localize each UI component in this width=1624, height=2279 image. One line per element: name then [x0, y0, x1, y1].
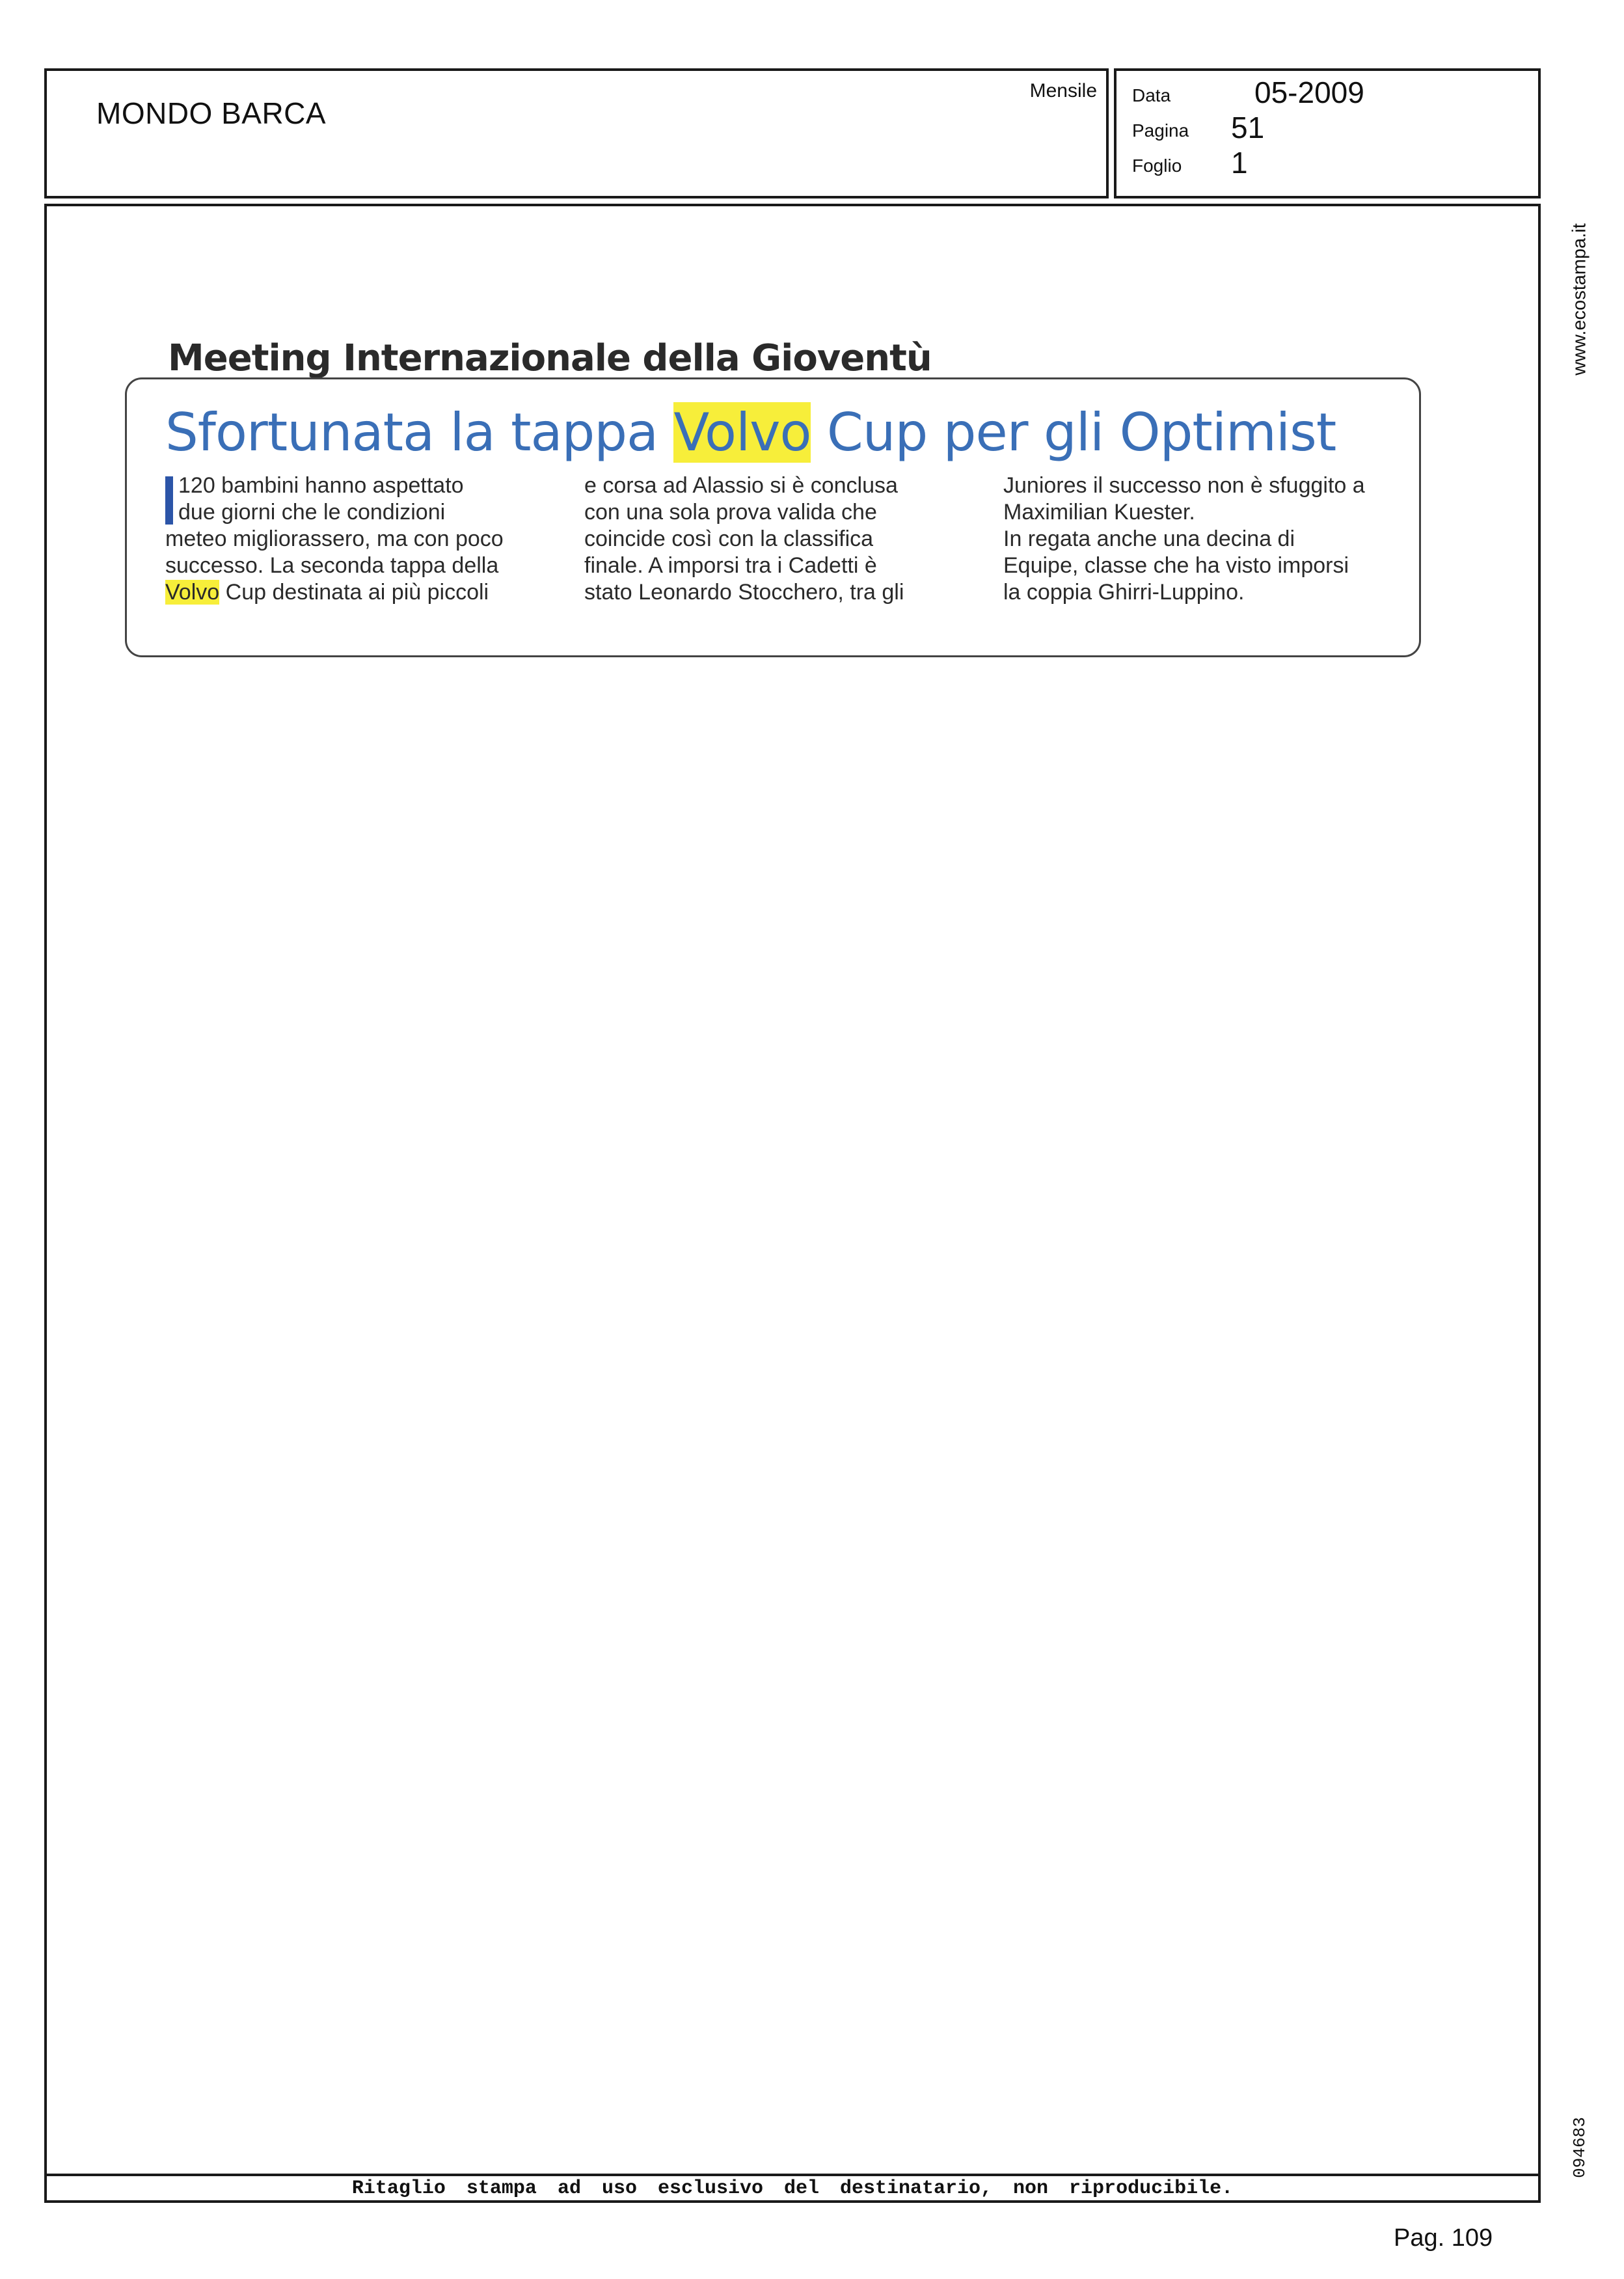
side-url-container	[1541, 215, 1619, 384]
headline-part-2: Cup per gli Optimist	[811, 402, 1336, 463]
foglio-value: 1	[1231, 146, 1248, 180]
data-value: 05-2009	[1254, 75, 1364, 109]
column-line: due giorni che le condizioni	[178, 500, 446, 525]
body-highlight: Volvo	[165, 580, 220, 605]
column-line: finale. A imporsi tra i Cadetti è	[584, 553, 877, 578]
column-line	[165, 579, 530, 606]
publication-name: MONDO BARCA	[96, 96, 327, 130]
column-line: coincide così con la classifica	[584, 526, 874, 551]
article-column-2	[584, 472, 968, 606]
column-line: e corsa ad Alassio si è conclusa	[584, 473, 898, 498]
column-line: In regata anche una decina di	[1003, 526, 1295, 551]
frequency-label: Mensile	[1029, 80, 1097, 102]
column-line: stato Leonardo Stocchero, tra gli	[584, 580, 904, 605]
column-line: Equipe, classe che ha visto imporsi	[1003, 553, 1349, 578]
column-line: meteo migliorassero, ma con poco	[165, 526, 504, 551]
column-line: 120 bambini hanno aspettato	[178, 473, 464, 498]
article-headline	[165, 402, 1336, 463]
column-line: la coppia Ghirri-Luppino.	[1003, 580, 1245, 605]
page-number: Pag. 109	[1394, 2224, 1493, 2252]
footer-divider	[44, 2174, 1541, 2176]
pagina-value: 51	[1231, 111, 1265, 144]
headline-highlight: Volvo	[673, 402, 811, 463]
article-column-3	[1003, 472, 1394, 606]
column-line: Juniores il successo non è sfuggito a	[1003, 473, 1365, 498]
headline-part-1: Sfortunata la tappa	[165, 402, 674, 463]
source-url: www.ecostampa.it	[1569, 223, 1590, 375]
foglio-label: Foglio	[1132, 156, 1182, 176]
article-kicker: Meeting Internazionale della Gioventù	[168, 337, 932, 379]
column-line: Maximilian Kuester.	[1003, 500, 1195, 525]
data-label: Data	[1132, 85, 1171, 105]
column-line: con una sola prova valida che	[584, 500, 877, 525]
body-text: Cup destinata ai più piccoli	[219, 580, 489, 605]
usage-disclaimer: Ritaglio stampa ad uso esclusivo del destinatario, non riproducibile.	[351, 2177, 1234, 2200]
publication-header-box	[44, 68, 1109, 198]
pagina-label: Pagina	[1132, 120, 1189, 141]
column-line: successo. La seconda tappa della	[165, 553, 499, 578]
metadata-box	[1114, 68, 1541, 198]
article-column-1	[165, 472, 530, 606]
document-code: 094683	[1570, 2117, 1590, 2178]
dropcap-bar	[165, 476, 173, 525]
side-code-container	[1541, 2108, 1619, 2187]
